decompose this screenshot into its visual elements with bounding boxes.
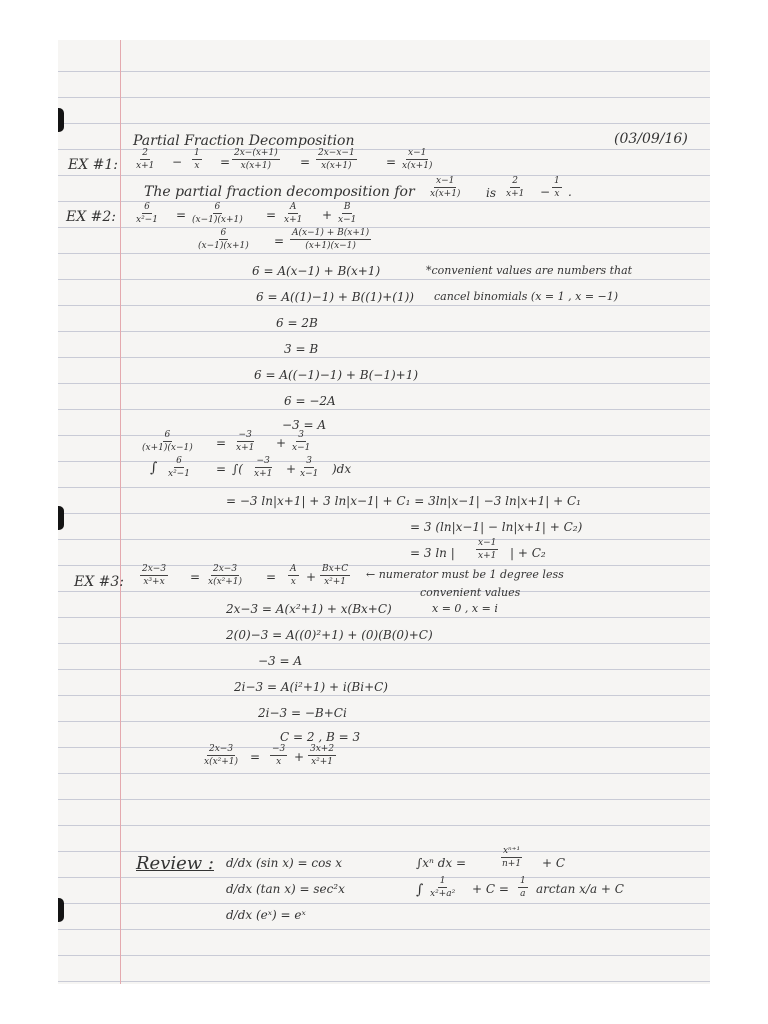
ex2-result: = −3 ln|x+1| + 3 ln|x−1| + C₁ = 3ln|x−1| −3 ln|x+1| + C₁ [226,494,581,508]
ex2-fraction: $\frac{3}{x-1}$ [300,456,319,479]
ex2-fraction: $\frac{6}{(x-1)(x+1)}$ [192,202,243,225]
ex3-fraction: $\frac{2x-3}{\text{x(x²+1)}}$ [204,744,239,767]
ex2-step: 6 = 2B [276,316,318,330]
margin-line [120,40,121,984]
binder-hole [58,898,64,922]
review-derivative: d/dx (eˣ) = eˣ [226,908,306,922]
ex2-fraction: $\frac{6}{\text{x²−1}}$ [136,202,158,225]
page-date: (03/09/16) [614,131,688,147]
ex3-operator: = [190,570,201,584]
integral-sign: ∫ [150,460,158,476]
ex3-step: 2i−3 = −B+Ci [258,706,347,720]
binder-hole [58,506,64,530]
ex1-fraction: $\frac{x-1}{x(x+1)}$ [402,148,433,171]
review-derivative: d/dx (sin x) = cos x [226,856,343,870]
ex1-operator: = [220,155,231,169]
ex2-operator: = [266,208,277,222]
ex3-note: ← numerator must be 1 degree less [366,568,564,581]
ex2-fraction: $\frac{6}{(x+1)(x-1)}$ [142,430,193,453]
integral-sign: ∫ [416,882,424,898]
ex1-operator: = [300,155,311,169]
notebook-page [58,40,710,984]
ex1-fraction: $\frac{x-1}{x(x+1)}$ [430,176,461,199]
ex3-label: EX #3: [74,574,124,590]
ex3-fraction: $\frac{A}{x}$ [290,564,297,587]
ex2-fraction: $\frac{A}{x+1}$ [284,202,303,225]
ex2-operator: = [216,436,227,450]
ex2-fraction: $\frac{x-1}{x+1}$ [478,538,497,561]
ex3-operator: + [294,750,305,764]
ex2-step: 6 = A((−1)−1) + B(−1)+1) [254,368,419,382]
ex1-operator: − [172,155,183,169]
ex3-fraction: $\frac{-3}{x}$ [272,744,286,767]
review-fraction: $\frac{\text{xⁿ⁺¹}}{n+1}$ [502,846,522,869]
ex2-step: −3 = A [282,418,327,432]
review-fraction: $\frac{1}{\text{x²+a²}}$ [430,876,456,899]
ex3-operator: = [266,570,277,584]
integral-sign: ∫( [232,462,243,476]
ex3-step: 2(0)−3 = A((0)²+1) + (0)(B(0)+C) [226,628,433,642]
ex2-step: 6 = A((1)−1) + B((1)+(1)) [256,290,414,304]
review-integral: arctan x/a + C [536,882,624,896]
ex1-conclusion-word: is [486,186,496,200]
ex2-operator: + [322,208,333,222]
ex2-operator: = [176,208,187,222]
ex2-operator: + [286,462,297,476]
ex2-note: cancel binomials (x = 1 , x = −1) [434,290,619,303]
ex2-step: 6 = −2A [284,394,336,408]
review-derivative: d/dx (tan x) = sec²x [226,882,345,896]
ex1-conclusion: The partial fraction decomposition for [144,184,415,200]
ex2-fraction: $\frac{6}{(x-1)(x+1)}$ [198,228,249,251]
page-title: Partial Fraction Decomposition [133,133,355,149]
ex3-step: 2x−3 = A(x²+1) + x(Bx+C) [226,602,392,616]
ex3-step: −3 = A [258,654,303,668]
ex1-fraction: $\frac{2x-x-1}{x(x+1)}$ [318,148,355,171]
binder-hole [58,108,64,132]
ex3-step: 2i−3 = A(i²+1) + i(Bi+C) [234,680,388,694]
ex3-operator: + [306,570,317,584]
ex3-fraction: $\frac{2x-3}{\text{x(x²+1)}}$ [208,564,243,587]
ex3-fraction: $\frac{2x-3}{\text{x³+x}}$ [142,564,167,587]
ex2-result: = 3 (ln|x−1| − ln|x+1| + C₂) [410,520,583,534]
ex2-fraction: $\frac{-3}{x+1}$ [254,456,273,479]
ex2-operator: + [276,436,287,450]
ex1-operator: − [540,185,551,199]
ex2-operator: = [274,234,285,248]
ex2-fraction: $\frac{A(x-1) + B(x+1)}{(x+1)(x-1)}$ [292,228,370,251]
review-fraction: $\frac{1}{a}$ [520,876,526,899]
review-integral: + C [542,856,566,870]
ex2-operator: = [216,462,227,476]
ex3-fraction: $\frac{3x+2}{\text{x²+1}}$ [310,744,335,767]
ex1-fraction: $\frac{1}{x}$ [194,148,200,171]
ex3-step: C = 2 , B = 3 [280,730,361,744]
ex2-label: EX #2: [66,209,116,225]
review-integral: + C = [472,882,509,896]
review-label: Review : [136,853,214,874]
ex2-fraction: $\frac{B}{x-1}$ [338,202,357,225]
ex2-fraction: $\frac{3}{x-1}$ [292,430,311,453]
ex1-fraction: $\frac{2}{x+1}$ [136,148,155,171]
ex1-operator: = [386,155,397,169]
ex2-fraction: $\frac{6}{\text{x²−1}}$ [168,456,190,479]
ex1-fraction: $\frac{2x-(x+1)}{x(x+1)}$ [234,148,278,171]
ex3-note: convenient values [420,586,521,599]
ex2-note: *convenient values are numbers that [426,264,633,277]
ex2-fraction: $\frac{-3}{x+1}$ [236,430,255,453]
ex3-note: x = 0 , x = i [432,602,498,615]
review-integral: ∫xⁿ dx = [416,856,467,870]
ex2-step: 6 = A(x−1) + B(x+1) [252,264,381,278]
ex2-result: = 3 ln | [410,546,455,560]
ex2-dx: )dx [332,462,352,476]
ex1-label: EX #1: [68,157,118,173]
ex1-fraction: $\frac{2}{x+1}$ [506,176,525,199]
ex2-step: 3 = B [284,342,319,356]
ex1-fraction: $\frac{1}{x}$ [554,176,560,199]
ex2-result: | + C₂ [510,546,546,560]
ex3-fraction: $\frac{Bx+C}{\text{x²+1}}$ [322,564,349,587]
ex1-period: . [568,185,572,199]
ex3-operator: = [250,750,261,764]
